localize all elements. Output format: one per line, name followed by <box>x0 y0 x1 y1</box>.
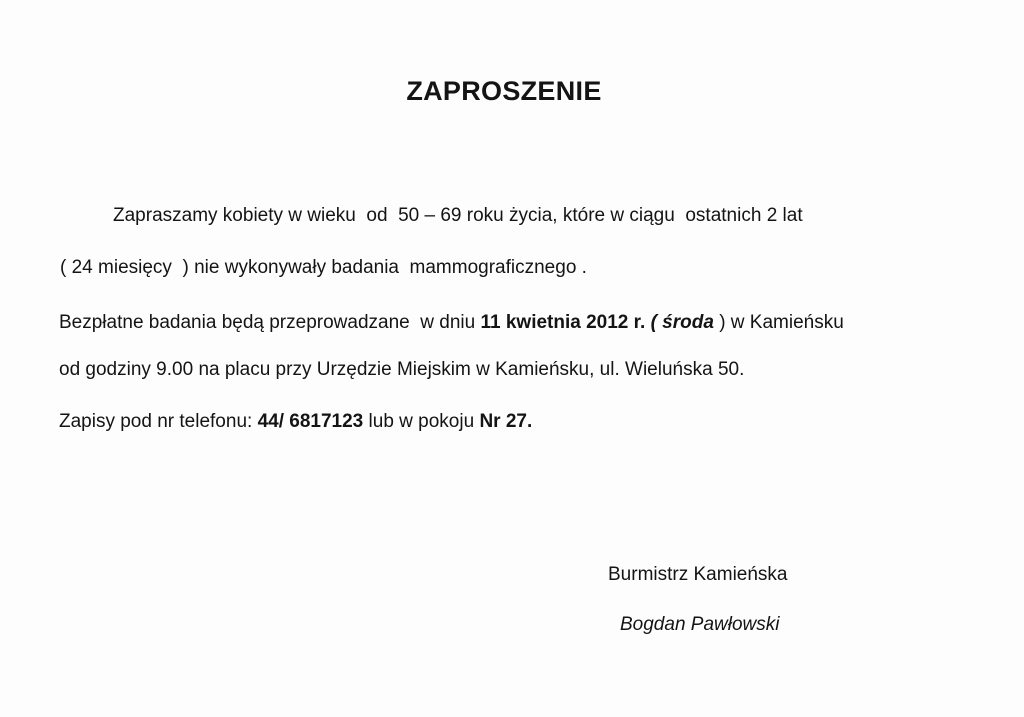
paragraph-line-2: ( 24 miesięcy ) nie wykonywały badania mammograficznego . <box>60 257 587 278</box>
exam-weekday: ( środa <box>650 312 714 333</box>
line-5-text-b: lub w pokoju <box>363 411 480 432</box>
paragraph-line-3 <box>59 311 844 335</box>
line-3-text-c: ) w Kamieńsku <box>713 312 844 333</box>
phone-number: 44/ 6817123 <box>257 411 364 432</box>
room-number: Nr 27. <box>479 411 533 432</box>
document-title: ZAPROSZENIE <box>406 76 602 106</box>
line-3-text-a: Bezpłatne badania będą przeprowadzane w dniu <box>59 312 481 333</box>
paragraph-line-1: Zapraszamy kobiety w wieku od 50 – 69 roku życia, które w ciągu ostatnich 2 lat <box>113 205 803 226</box>
signature-role: Burmistrz Kamieńska <box>608 564 788 585</box>
signature-name: Bogdan Pawłowski <box>620 614 780 635</box>
line-5-text-a: Zapisy pod nr telefonu: <box>59 411 258 432</box>
paragraph-line-4: od godziny 9.00 na placu przy Urzędzie Miejskim w Kamieńsku, ul. Wieluńska 50. <box>59 359 745 380</box>
paragraph-line-5 <box>59 410 532 434</box>
exam-date: 11 kwietnia 2012 r. <box>480 312 646 333</box>
